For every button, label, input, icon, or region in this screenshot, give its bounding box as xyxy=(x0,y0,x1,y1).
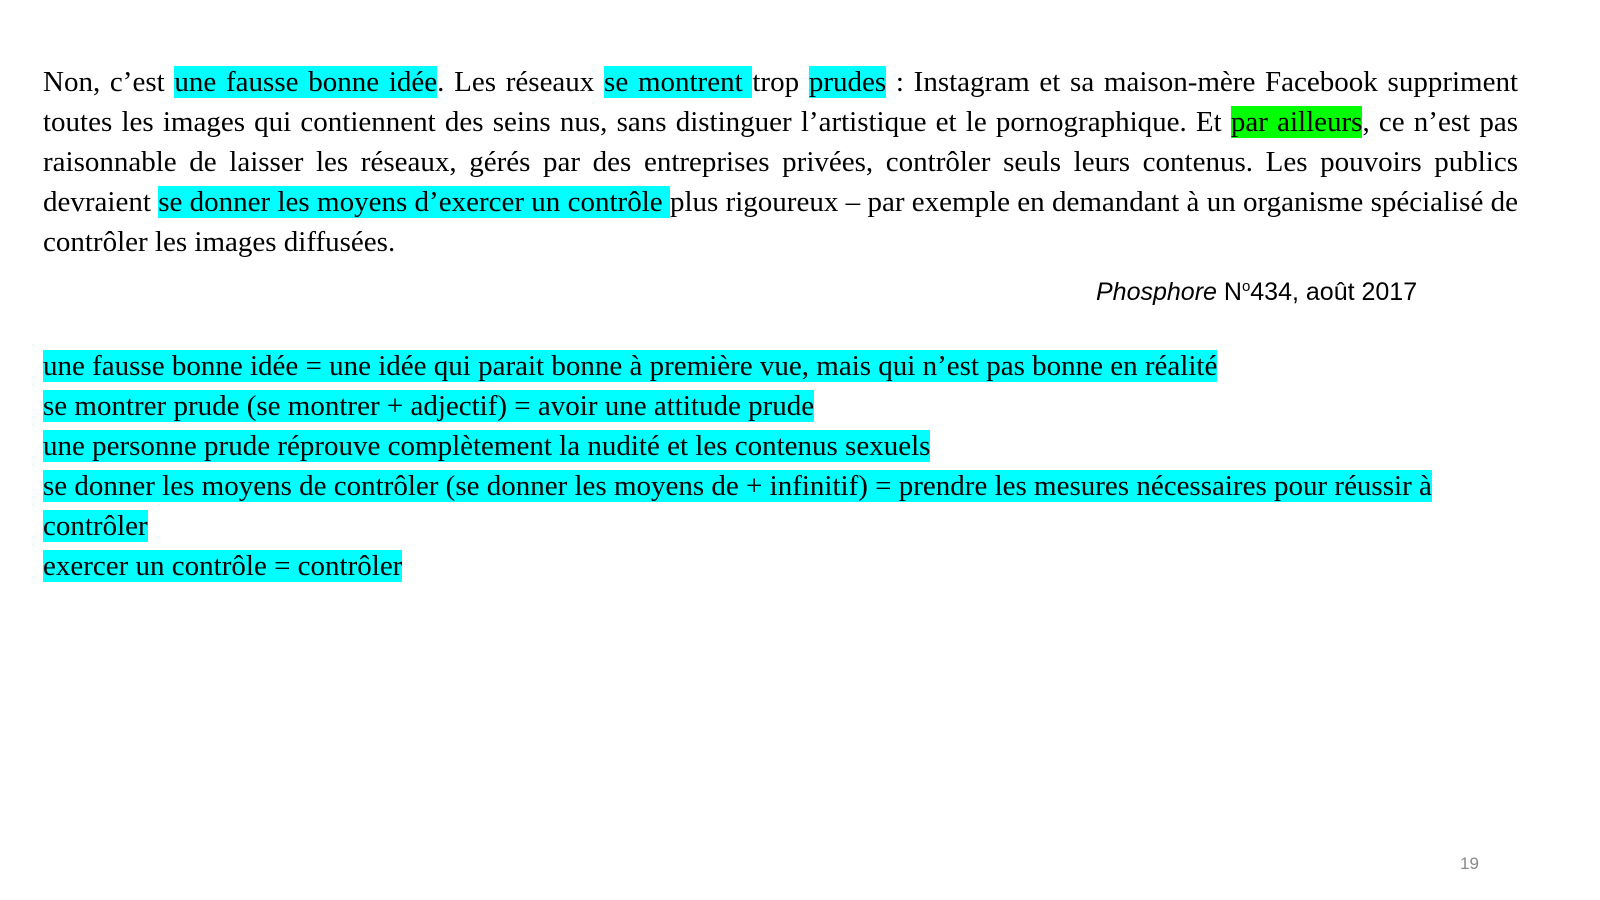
text-segment: Non, c’est xyxy=(43,66,175,98)
text-segment: . Les réseaux xyxy=(437,66,605,98)
highlight-expression-par-ailleurs: par ailleurs xyxy=(1230,106,1363,138)
page-number: 19 xyxy=(1460,854,1479,873)
glossary-item xyxy=(43,546,1543,586)
source-citation xyxy=(1096,272,1417,307)
source-number-superscript: o xyxy=(1241,278,1251,295)
glossary-item xyxy=(43,466,1543,546)
highlight-expression-se-montrent: se montrent xyxy=(604,66,753,98)
glossary-item xyxy=(43,426,1543,466)
text-segment: : Instagram et sa maison-mère Facebook suppriment toutes les images qui contiennent des seins nus, sans distinguer l’artistique et le pornographique. Et xyxy=(43,66,1519,138)
article-paragraph xyxy=(43,62,1518,262)
highlight-expression-fausse-bonne-idee: une fausse bonne idée xyxy=(174,66,438,98)
glossary-item-text: se montrer prude (se montrer + adjectif) = avoir une attitude prude xyxy=(43,390,815,422)
glossary-item-text: une fausse bonne idée = une idée qui parait bonne à première vue, mais qui n’est pas bonne en réalité xyxy=(43,350,1218,382)
source-number-prefix: N xyxy=(1216,278,1242,306)
glossary-item-text: se donner les moyens de contrôler (se donner les moyens de + infinitif) = prendre les mesures nécessaires pour réussir à contrôler xyxy=(43,470,1432,542)
glossary-item xyxy=(43,346,1543,386)
glossary-item xyxy=(43,386,1543,426)
highlight-expression-se-donner-les-moyens: se donner les moyens d’exercer un contrôle xyxy=(158,186,670,218)
text-segment: trop xyxy=(752,66,809,98)
source-journal: Phosphore xyxy=(1096,278,1217,306)
glossary-list xyxy=(43,346,1543,586)
text-segment: , ce n’est pas raisonnable de laisser les réseaux, gérés par des entreprises privées, contrôler seuls leurs contenus. Les pouvoirs publics devraient xyxy=(43,106,1519,218)
glossary-item-text: exercer un contrôle = contrôler xyxy=(43,550,403,582)
glossary-item-text: une personne prude réprouve complètement la nudité et les contenus sexuels xyxy=(43,430,931,462)
source-number-date: 434, août 2017 xyxy=(1250,278,1418,306)
highlight-expression-prudes: prudes xyxy=(808,66,887,98)
text-segment: plus rigoureux – par exemple en demandant à un organisme spécialisé de contrôler les images diffusées. xyxy=(43,186,1518,258)
